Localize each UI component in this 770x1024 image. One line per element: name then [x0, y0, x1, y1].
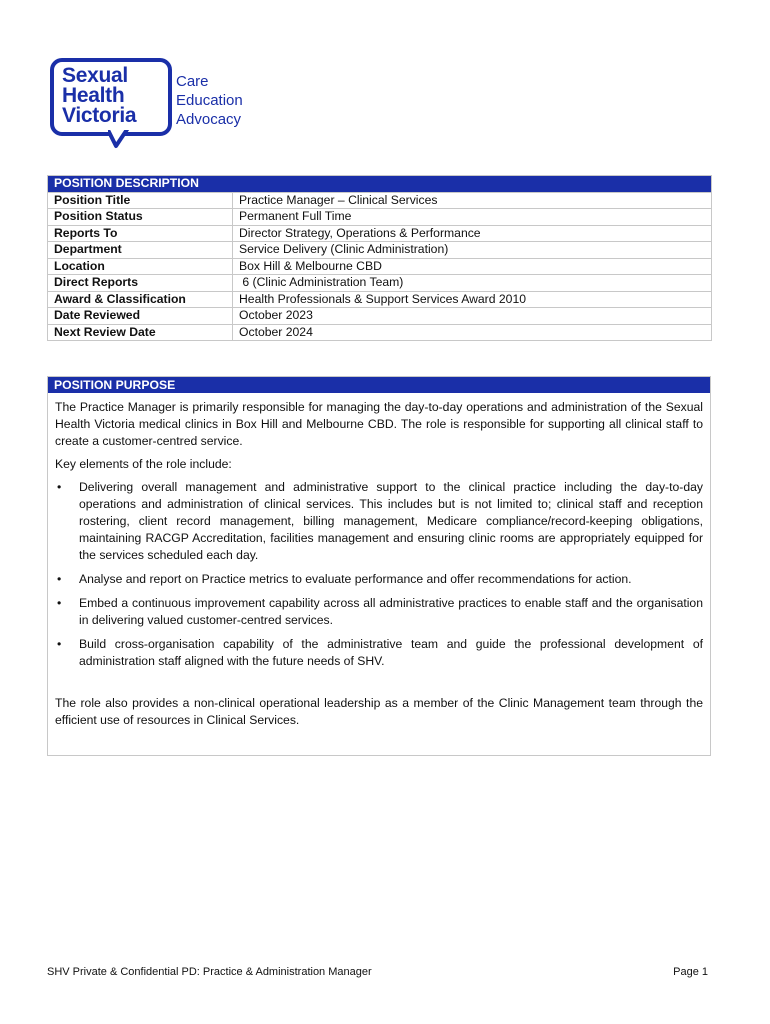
list-item-text: Analyse and report on Practice metrics to evaluate performance and offer recommendations for action.: [79, 572, 632, 586]
bullet-icon: •: [57, 572, 62, 586]
table-row: [48, 242, 712, 259]
position-purpose-header: POSITION PURPOSE: [48, 377, 710, 393]
logo-name-line: Victoria: [62, 104, 137, 127]
logo-tagline-line: Care: [176, 73, 209, 90]
footer-document-label: SHV Private & Confidential PD: Practice & Administration Manager: [47, 966, 372, 978]
row-label: Location: [48, 258, 233, 275]
logo-name-line: Sexual: [62, 64, 128, 87]
position-purpose-section: [47, 376, 711, 756]
list-item: [55, 595, 703, 629]
row-label: Direct Reports: [48, 275, 233, 292]
logo-bubble-tail-icon: [108, 130, 130, 152]
logo-tagline-line: Education: [176, 92, 243, 109]
table-row: [48, 324, 712, 341]
row-value: October 2023: [233, 308, 712, 325]
position-description-header: POSITION DESCRIPTION: [48, 176, 712, 193]
key-elements-lead: Key elements of the role include:: [55, 457, 232, 471]
table-row: [48, 225, 712, 242]
position-purpose-body: [48, 393, 710, 729]
table-row: [48, 192, 712, 209]
footer-page-number: Page 1: [673, 966, 708, 978]
list-item-text: Delivering overall management and administrative support to the clinical practice including the day-to-day operations and administration of clinical services. This includes but is not limited to; clinical staff and reception rostering, client record management, billing management, Medicare compliance/record-keeping obligations, maintaining RACGP Accreditation, facilities management and ensuring clinic rooms are appropriately equipped for the services scheduled each day.: [79, 480, 703, 562]
row-value: Health Professionals & Support Services Award 2010: [233, 291, 712, 308]
row-value: Permanent Full Time: [233, 209, 712, 226]
position-description-table: [47, 175, 712, 341]
row-value: Director Strategy, Operations & Performance: [233, 225, 712, 242]
logo-name-line: Health: [62, 84, 125, 107]
row-value: Box Hill & Melbourne CBD: [233, 258, 712, 275]
list-item: [55, 571, 703, 588]
table-row: [48, 209, 712, 226]
table-row: [48, 291, 712, 308]
row-value: Service Delivery (Clinic Administration): [233, 242, 712, 259]
bullet-icon: •: [57, 596, 62, 610]
row-value: 6 (Clinic Administration Team): [233, 275, 712, 292]
row-label: Award & Classification: [48, 291, 233, 308]
purpose-closing: The role also provides a non-clinical operational leadership as a member of the Clinic Management team through the efficient use of resources in Clinical Services.: [55, 696, 703, 727]
list-item-text: Embed a continuous improvement capability across all administrative practices to enable staff and the organisation in delivering valued customer-centred services.: [79, 596, 703, 627]
list-item: [55, 479, 703, 564]
table-row: [48, 258, 712, 275]
list-item: [55, 636, 703, 670]
row-label: Department: [48, 242, 233, 259]
row-value: Practice Manager – Clinical Services: [233, 192, 712, 209]
bullet-icon: •: [57, 637, 62, 651]
logo-name: [62, 66, 136, 126]
row-label: Reports To: [48, 225, 233, 242]
row-label: Position Status: [48, 209, 233, 226]
logo-tagline: [176, 72, 243, 129]
row-label: Position Title: [48, 192, 233, 209]
row-value: October 2024: [233, 324, 712, 341]
row-label: Date Reviewed: [48, 308, 233, 325]
key-elements-list: [55, 479, 703, 670]
list-item-text: Build cross-organisation capability of the administrative team and guide the professional development of administration staff aligned with the future needs of SHV.: [79, 637, 703, 668]
shv-logo: [50, 58, 290, 158]
row-label: Next Review Date: [48, 324, 233, 341]
table-row: [48, 308, 712, 325]
bullet-icon: •: [57, 480, 62, 494]
table-row: [48, 275, 712, 292]
purpose-intro: The Practice Manager is primarily responsible for managing the day-to-day operations and administration of the Sexual Health Victoria medical clinics in Box Hill and Melbourne CBD. The role is responsible for supporting all clinical staff to create a customer-centred service.: [55, 400, 703, 448]
logo-tagline-line: Advocacy: [176, 111, 242, 128]
